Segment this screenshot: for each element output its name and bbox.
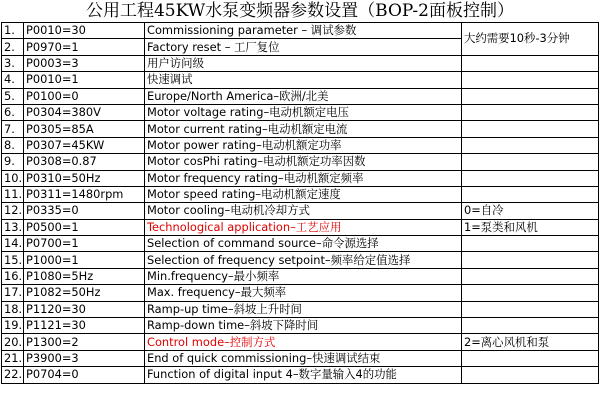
table-row (2, 301, 599, 317)
parameter-description: Europe/North America–欧洲/北美 (145, 88, 462, 104)
parameter-code: P0704=0 (24, 367, 145, 383)
parameter-code: P1300=2 (24, 334, 145, 350)
parameter-code: P0500=1 (24, 219, 145, 235)
parameter-code: P0335=0 (24, 203, 145, 219)
table-row (2, 252, 599, 268)
table-row (2, 72, 599, 88)
row-number: 22. (2, 367, 24, 383)
table-row (2, 88, 599, 104)
parameter-description: Factory reset – 工厂复位 (145, 39, 462, 55)
table-row (2, 236, 599, 252)
parameter-description: Motor speed rating–电动机额定速度 (145, 186, 462, 202)
row-number: 19. (2, 318, 24, 334)
parameter-note (462, 350, 599, 366)
parameter-note: 1=泵类和风机 (462, 219, 599, 235)
parameter-code: P0304=380V (24, 104, 145, 120)
parameter-code: P0308=0.87 (24, 154, 145, 170)
row-number: 7. (2, 121, 24, 137)
parameter-description: Control mode–控制方式 (145, 334, 462, 350)
table-row (2, 367, 599, 383)
parameter-code: P0307=45KW (24, 137, 145, 153)
table-row (2, 219, 599, 235)
parameter-table-body (2, 23, 599, 384)
row-number: 5. (2, 88, 24, 104)
parameter-description: Motor frequency rating–电动机额定频率 (145, 170, 462, 186)
parameter-note: 0=自冷 (462, 203, 599, 219)
parameter-note (462, 268, 599, 284)
parameter-description: Ramp-up time–斜坡上升时间 (145, 301, 462, 317)
parameter-description: Motor cosPhi rating–电动机额定功率因数 (145, 154, 462, 170)
parameter-note (462, 285, 599, 301)
duration-note: 大约需要10秒-3分钟 (462, 23, 599, 56)
parameter-code: P0311=1480rpm (24, 186, 145, 202)
row-number: 9. (2, 154, 24, 170)
row-number: 11. (2, 186, 24, 202)
parameter-code: P0010=30 (24, 23, 145, 39)
parameter-description: Selection of frequency setpoint–频率给定值选择 (145, 252, 462, 268)
parameter-description: Max. frequency–最大频率 (145, 285, 462, 301)
parameter-description: 用户访问级 (145, 55, 462, 71)
table-row (2, 104, 599, 120)
parameter-note (462, 88, 599, 104)
parameter-note (462, 154, 599, 170)
parameter-note (462, 137, 599, 153)
parameter-description: Motor voltage rating–电动机额定电压 (145, 104, 462, 120)
parameter-code: P0970=1 (24, 39, 145, 55)
parameter-description: Selection of command source–命令源选择 (145, 236, 462, 252)
parameter-note (462, 186, 599, 202)
parameter-note (462, 55, 599, 71)
parameter-description: Technological application–工艺应用 (145, 219, 462, 235)
row-number: 13. (2, 219, 24, 235)
parameter-note (462, 72, 599, 88)
parameter-code: P0310=50Hz (24, 170, 145, 186)
row-number: 16. (2, 268, 24, 284)
table-row (2, 350, 599, 366)
row-number: 3. (2, 55, 24, 71)
parameter-description: Motor current rating–电动机额定电流 (145, 121, 462, 137)
parameter-table (1, 22, 599, 384)
parameter-code: P1080=5Hz (24, 268, 145, 284)
row-number: 21. (2, 350, 24, 366)
parameter-code: P0100=0 (24, 88, 145, 104)
row-number: 20. (2, 334, 24, 350)
parameter-note (462, 301, 599, 317)
parameter-code: P0010=1 (24, 72, 145, 88)
parameter-code: P0003=3 (24, 55, 145, 71)
table-row (2, 285, 599, 301)
parameter-description: Function of digital input 4–数字量输入4的功能 (145, 367, 462, 383)
table-row (2, 121, 599, 137)
parameter-code: P3900=3 (24, 350, 145, 366)
table-row (2, 334, 599, 350)
parameter-code: P1082=50Hz (24, 285, 145, 301)
parameter-description: 快速调试 (145, 72, 462, 88)
row-number: 15. (2, 252, 24, 268)
parameter-code: P0305=85A (24, 121, 145, 137)
table-row (2, 318, 599, 334)
row-number: 4. (2, 72, 24, 88)
parameter-description: End of quick commissioning–快速调试结束 (145, 350, 462, 366)
parameter-description: Motor power rating–电动机额定功率 (145, 137, 462, 153)
parameter-code: P1120=30 (24, 301, 145, 317)
parameter-note (462, 121, 599, 137)
parameter-description: Ramp-down time–斜坡下降时间 (145, 318, 462, 334)
parameter-note (462, 236, 599, 252)
row-number: 10. (2, 170, 24, 186)
parameter-description: Motor cooling–电动机冷却方式 (145, 203, 462, 219)
row-number: 2. (2, 39, 24, 55)
parameter-code: P1000=1 (24, 252, 145, 268)
table-row (2, 23, 599, 39)
parameter-note (462, 252, 599, 268)
parameter-note (462, 170, 599, 186)
row-number: 17. (2, 285, 24, 301)
parameter-note: 2=离心风机和泵 (462, 334, 599, 350)
table-row (2, 203, 599, 219)
row-number: 14. (2, 236, 24, 252)
table-row (2, 137, 599, 153)
row-number: 18. (2, 301, 24, 317)
table-row (2, 55, 599, 71)
table-row (2, 170, 599, 186)
parameter-description: Min.frequency–最小频率 (145, 268, 462, 284)
parameter-description: Commissioning parameter – 调试参数 (145, 23, 462, 39)
row-number: 1. (2, 23, 24, 39)
table-row (2, 186, 599, 202)
parameter-note (462, 318, 599, 334)
row-number: 12. (2, 203, 24, 219)
parameter-code: P0700=1 (24, 236, 145, 252)
table-row (2, 268, 599, 284)
page-title: 公用工程45KW水泵变频器参数设置（BOP-2面板控制） (85, 1, 514, 21)
table-row (2, 154, 599, 170)
row-number: 8. (2, 137, 24, 153)
parameter-note (462, 104, 599, 120)
parameter-code: P1121=30 (24, 318, 145, 334)
parameter-note (462, 367, 599, 383)
row-number: 6. (2, 104, 24, 120)
